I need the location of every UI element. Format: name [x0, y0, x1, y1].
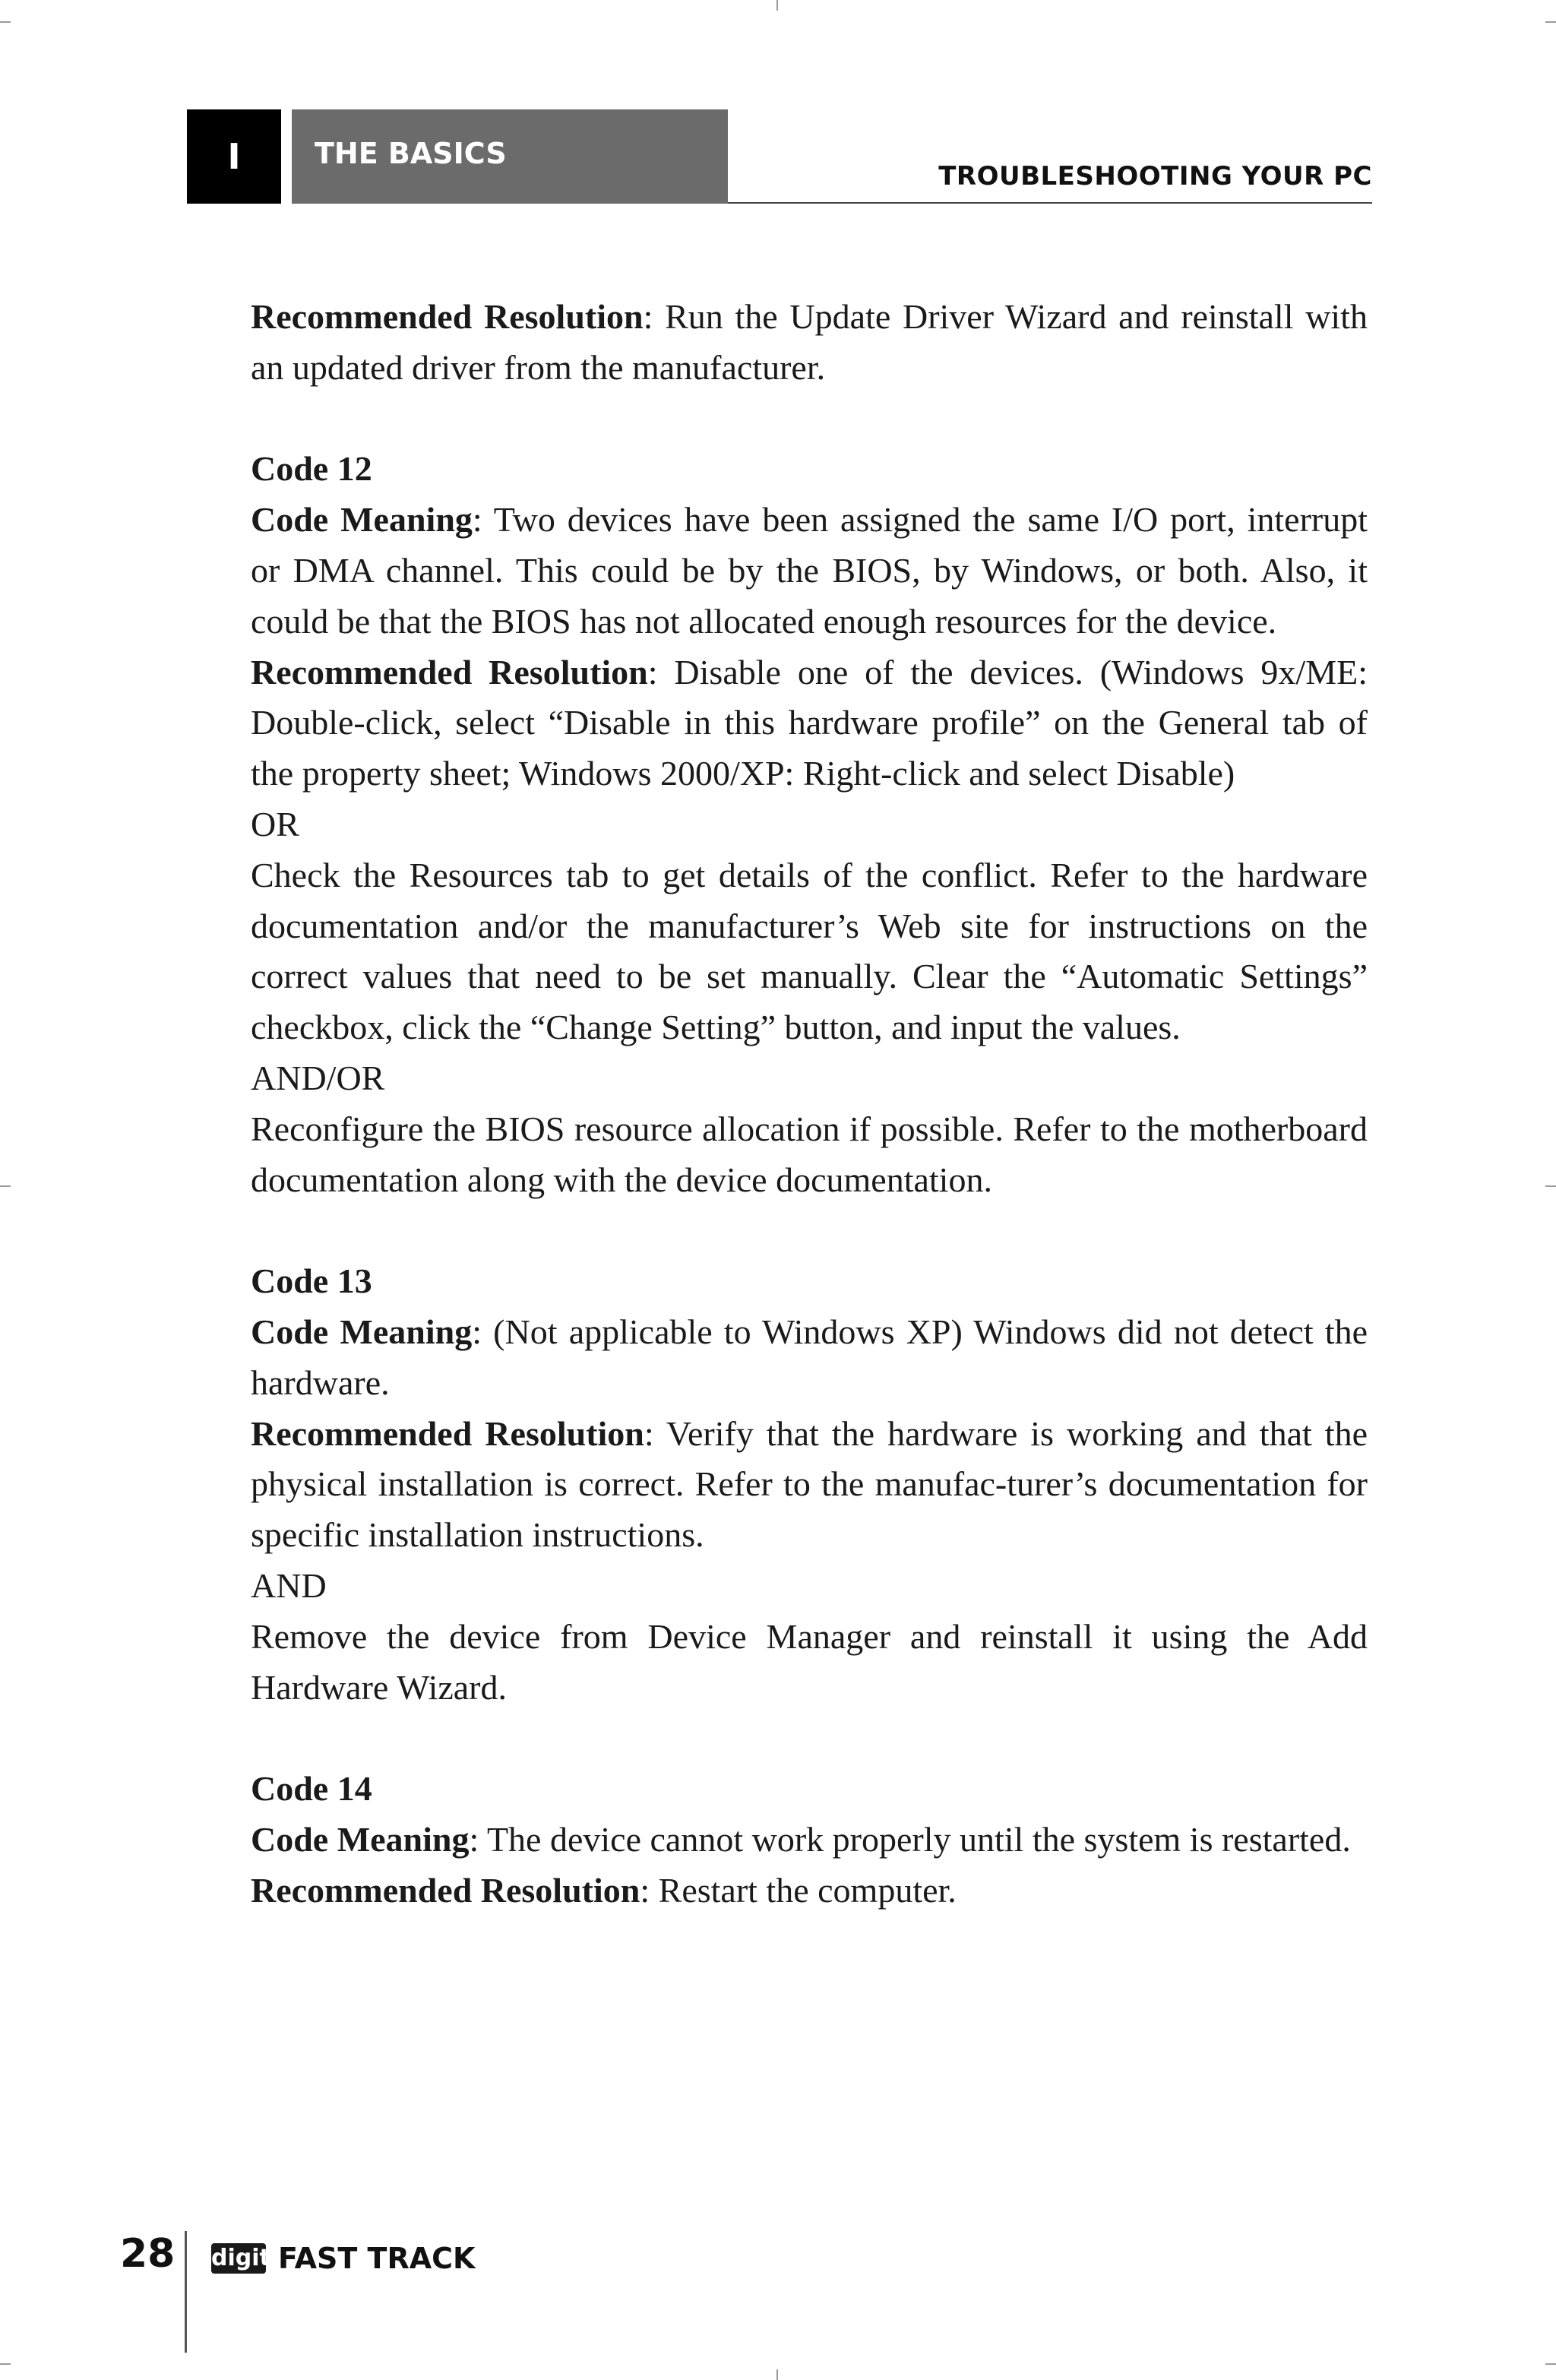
page-number: 28 [120, 2231, 176, 2277]
resolution-text: : Disable one of the devices. (Windows 9x/ME: Double-click, select “Disable in this hardware profile” on the General tab of the property sheet; Windows 2000/XP: Right-click and select Disable) [251, 652, 1368, 793]
header-rule [728, 202, 1372, 204]
resolution-label: Recommended Resolution [251, 1870, 640, 1910]
resolution-label: Recommended Resolution [251, 1413, 644, 1453]
running-title: TROUBLESHOOTING YOUR PC [938, 161, 1372, 191]
code-13-heading: Code 13 [251, 1261, 372, 1301]
paragraph: Reconfigure the BIOS resource allocation if possible. Refer to the motherboard documentation along with the device documentation. [251, 1109, 1368, 1199]
meaning-text: : Two devices have been assigned the same I/O port, interrupt or DMA channel. This could be by the BIOS, by Windows, or both. Also, it could be that the BIOS has not allocated enough resources for the device. [251, 500, 1368, 641]
code-heading [251, 444, 1368, 495]
paragraph-gap [251, 394, 1368, 445]
resolution-text: : Restart the computer. [640, 1870, 957, 1910]
crop-mark [1545, 21, 1556, 23]
paragraph [251, 495, 1368, 647]
resolution-text: : Run the Update Driver Wizard and reinstall with an updated driver from the manufacturer. [251, 297, 1368, 387]
page-content [251, 292, 1368, 1916]
crop-mark [0, 21, 11, 23]
chapter-number-box [187, 109, 281, 204]
crop-mark [1545, 1185, 1556, 1187]
resolution-label: Recommended Resolution [251, 652, 648, 692]
code-heading [251, 1256, 1368, 1307]
crop-mark [776, 2369, 778, 2380]
paragraph: Check the Resources tab to get details of the conflict. Refer to the hardware documentation and/or the manufacturer’s Web site for instructions on the correct values that need to be set manually. Clear the “Automatic Settings” checkbox, click the “Change Setting” button, and input the values. [251, 855, 1368, 1047]
section-label-box [292, 109, 728, 204]
paragraph [251, 1307, 1368, 1409]
paragraph [251, 292, 1368, 394]
crop-mark [1545, 2363, 1556, 2365]
paragraph-gap [251, 1713, 1368, 1764]
paragraph [251, 647, 1368, 799]
chapter-number: I [227, 136, 241, 177]
meaning-text: : (Not applicable to Windows XP) Windows did not detect the hardware. [251, 1312, 1368, 1402]
paragraph [251, 1409, 1368, 1561]
paragraph [251, 1815, 1368, 1866]
digit-logo: digit [211, 2243, 266, 2274]
code-14-heading: Code 14 [251, 1769, 372, 1809]
code-12-heading: Code 12 [251, 449, 372, 489]
brand-name: FAST TRACK [278, 2242, 476, 2275]
meaning-label: Code Meaning [251, 500, 473, 540]
section-label: THE BASICS [315, 137, 507, 170]
resolution-text: : Verify that the hardware is working and that the physical installation is correct. Refer to the manufac-turer’s documentation for specific installation instructions. [251, 1413, 1368, 1555]
meaning-label: Code Meaning [251, 1819, 470, 1859]
meaning-label: Code Meaning [251, 1312, 473, 1351]
resolution-label: Recommended Resolution [251, 297, 644, 336]
paragraph-gap [251, 1205, 1368, 1256]
and-or-line: AND/OR [251, 1058, 385, 1097]
code-heading [251, 1764, 1368, 1815]
crop-mark [0, 2363, 11, 2365]
crop-mark [776, 0, 778, 11]
paragraph [251, 1866, 1368, 1916]
crop-mark [0, 1185, 11, 1187]
footer-rule [185, 2231, 187, 2353]
paragraph: Remove the device from Device Manager and reinstall it using the Add Hardware Wizard. [251, 1616, 1368, 1707]
or-line: OR [251, 804, 299, 843]
meaning-text: : The device cannot work properly until the system is restarted. [469, 1819, 1351, 1859]
and-line: AND [251, 1565, 327, 1605]
